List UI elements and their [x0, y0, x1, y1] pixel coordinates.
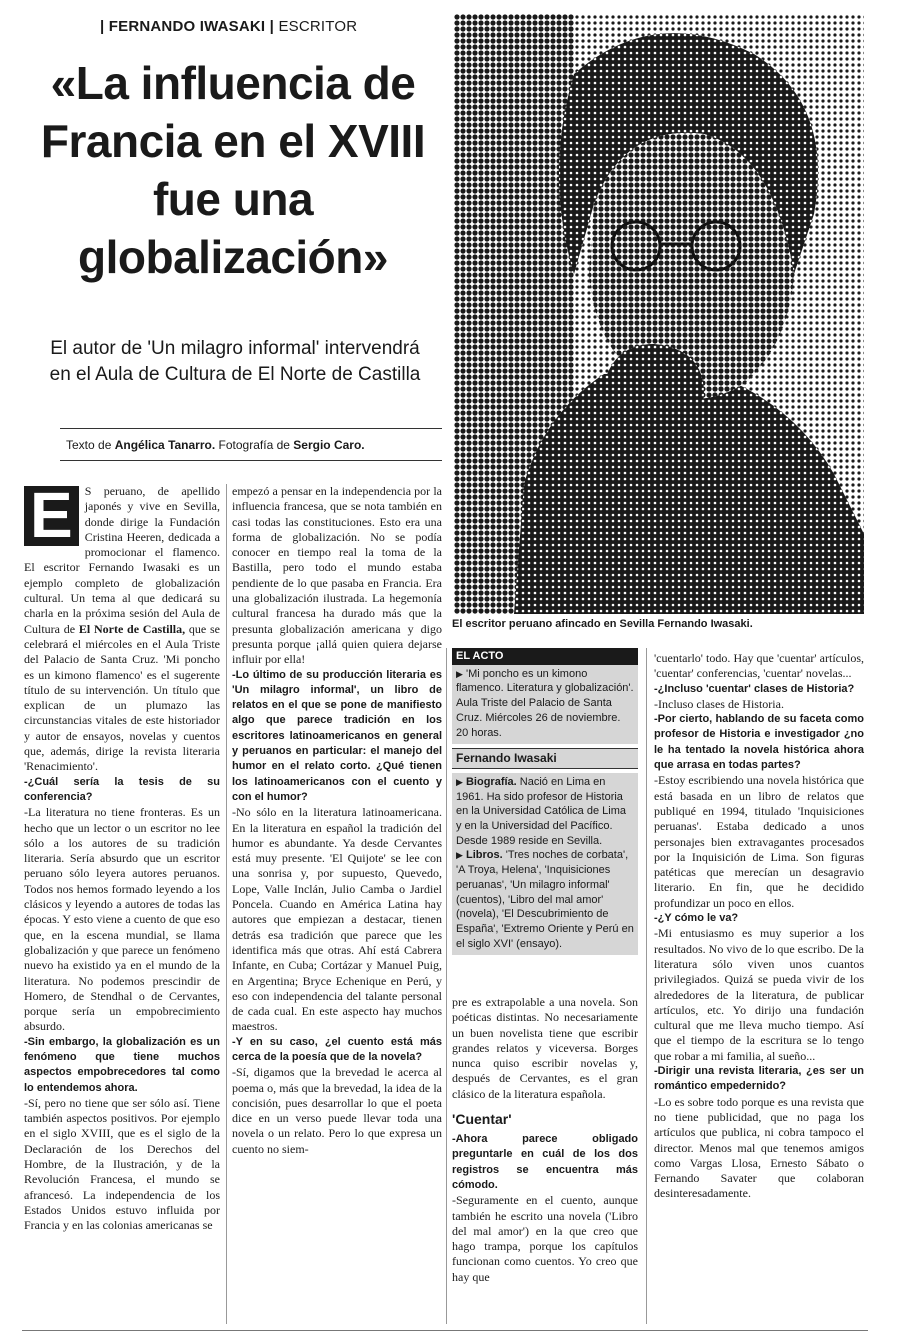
- answer: empezó a pensar en la independencia por la influencia francesa, que se nota también en casi todas las constituciones. Esto era una forma de globalización. No se podía conocer en tiempo real la toma de la Bastilla, pero todo el mundo estaba pendiente de lo que pasaba en Francia. Era una globalización ilustrada. La hegemonía cultural francesa ha durado más que la presunta globalización americana y digo presunta porque ¡allá quien quiera dejarse influir por ella!: [232, 484, 442, 667]
- answer: -Lo es sobre todo porque es una revista que no tiene publicidad, que no paga los artículos que publica, ni cobra tampoco el director. Menos mal que tenemos amigos como Vargas Llosa, Ernesto Sábato o Fernando Savater que colaboran desinteresadamente.: [654, 1094, 864, 1201]
- divider: [60, 428, 442, 429]
- question: -Ahora parece obligado preguntarle en cuál de los dos registros se encuentra más cómodo.: [452, 1133, 638, 1191]
- question: -¿Y cómo le va?: [654, 912, 739, 925]
- sidebar-subtitle: Fernando Iwasaki: [452, 748, 638, 769]
- credits: Texto de Angélica Tanarro. Fotografía de Sergio Caro.: [66, 438, 365, 452]
- triangle-bullet-icon: ▶: [456, 850, 463, 861]
- drop-cap: E: [24, 486, 79, 546]
- answer: pre es extrapolable a una novela. Son poéticas distintas. No necesariamente un buen novelista tiene que escribir grandes relatos y viceversa. Borges nunca quiso escribir novelas y, después de Cervantes, es el gran clásico de la literatura española.: [452, 995, 638, 1101]
- event-details: ▶ 'Mi poncho es un kimono flamenco. Literatura y globalización'. Aula Triste del Palacio de Santa Cruz. Miércoles 26 de noviembre. 20 horas.: [452, 665, 638, 745]
- author-name: FERNANDO IWASAKI: [108, 18, 266, 35]
- books: ▶ Libros. 'Tres noches de corbata', 'A Troya, Helena', 'Inquisiciones peruanas', 'Un milagro informal' (cuentos), 'Libro del mal amor' (novela), 'El Descubrimiento de España', 'Extremo Oriente y Perú en el siglo XVI' (ensayo).: [456, 849, 634, 950]
- question: -¿Cuál sería la tesis de su conferencia?: [24, 775, 220, 803]
- divider: [60, 460, 442, 461]
- article-column-3: [452, 995, 638, 1285]
- biography: ▶ Biografía. Nació en Lima en 1961. Ha sido profesor de Historia en la Universidad Católica de Lima y en la Universidad del Pacífico. Desde 1989 reside en Sevilla.: [456, 775, 626, 847]
- column-divider: [446, 648, 447, 1324]
- question: -Lo último de su producción literaria es 'Un milagro informal', un libro de relatos en el que se pone de manifiesto algo que parece tradición en los escritores latinoamericanos en general y peruanos en particular: el manejo del humor en el relato corto. ¿Qué tienen los latinoamericanos con el cuento y con el humor?: [232, 668, 442, 803]
- intro-paragraph: E S peruano, de apellido japonés y vive en Sevilla, donde dirige la Fundación Cristina Heeren, dedicada a promocionar el flamenco. El escritor Fernando Iwasaki es un ejemplo completo de globalización cultural. Un tema al que dedicará su charla en la próxima sesión del Aula de Cultura de El Norte de Castilla, que se celebrará el miércoles en el Aula Triste del Palacio de Santa Cruz. 'Mi poncho es un kimono flamenco' es el sugerente título de su intervención. Un título que explican de un plumazo las circunstancias vitales de este historiador y autor de ensayos, novelas y cuentos que, además, dirige la revista literaria 'Renacimiento'.: [24, 479, 220, 774]
- subheadline: El autor de 'Un milagro informal' intervendrá en el Aula de Cultura de El Norte de Castilla: [49, 338, 421, 385]
- photographer-name: Sergio Caro.: [293, 438, 365, 452]
- question: -Dirigir una revista literaria, ¿es ser un romántico empedernido?: [654, 1065, 864, 1093]
- event-sidebar: [452, 648, 638, 955]
- article-column-4: [654, 651, 864, 1202]
- answer: -Seguramente en el cuento, aunque también he escrito una novela ('Libro del mal amor') en la que creo que hago trampa, porque los capítulos funcionan como cuentos. Yo creo que hay que: [452, 1193, 638, 1284]
- answer: 'cuentarlo' todo. Hay que 'cuentar' artículos, 'cuentar' conferencias, 'cuentar' novelas...: [654, 651, 864, 681]
- answer: -Mi entusiasmo es muy superior a los resultados. No vivo de lo que escribo. De la literatura sólo viven unos cuantos privilegiados. Quizá se pueda vivir de los alrededores de la literatura, de publicar artículos, etc. Yo dirijo una fundación cultural que me lleva mucho tiempo. Así que el tiempo de la escritura se lo tengo que robar a mi familia, al sueño...: [654, 926, 864, 1063]
- author-photo: [454, 14, 864, 614]
- question: -Y en su caso, ¿el cuento está más cerca de la poesía que de la novela?: [232, 1035, 442, 1063]
- column-divider: [646, 648, 647, 1324]
- answer: -No sólo en la literatura latinoamericana. En la literatura en español la tradición del humor es abundante. Ya desde Cervantes está muy presente. 'El Quijote' se lee con una sonrisa y, por supuesto, Quevedo, Lope, Valle Inclán, Julio Camba o Jardiel Poncela. Cuando en América Latina hay autores que empiezan a destacar, tienen detrás esa tradición que parece que les identifica más que otras. Ahí está Cabrera Infante, en Cuba; Cortázar y Manuel Puig, en Argentina; Bryce Echenique en Perú, y eso con independencia del talante personal de cada cual. En este aspecto hay muchos maestros.: [232, 805, 442, 1034]
- question: -¿Incluso 'cuentar' clases de Historia?: [654, 682, 855, 695]
- article-column-2: [232, 484, 442, 1157]
- question: -Sin embargo, la globalización es un fenómeno que tiene muchos aspectos empobrecedores tal como lo entendemos ahora.: [24, 1035, 220, 1094]
- answer: -Incluso clases de Historia.: [654, 696, 784, 711]
- answer: -Sí, pero no tiene que ser sólo así. Tiene también aspectos positivos. Por ejemplo en el siglo XVIII, que es el siglo de la Declaración de los Derechos del Hombre, de la Ilustración, y de la Revolución Francesa, el mundo se afrancesó. La independencia de los Estados Unidos estuvo influida por Francia y en las colonias americanas se: [24, 1095, 220, 1233]
- page-bottom-rule: [22, 1330, 868, 1331]
- answer: -La literatura no tiene fronteras. Es un hecho que un lector o un escritor no lee sólo a los autores de su tradición literaria. Sería absurdo que un escritor peruano sólo leyera autores peruanos. Todos nos hemos formado leyendo a los clásicos y leyendo a autores de todas las épocas. Y esto viene a cuento de que eso que, en la escena mundial, se llama globalización y que parece un fenómeno nuevo ha existido ya en el mundo de la literatura. No podemos prescindir de Homero, de Stendhal o de Cervantes, porque sería un empobrecimiento absurdo.: [24, 805, 220, 1034]
- triangle-bullet-icon: ▶: [456, 776, 463, 787]
- newspaper-name: El Norte de Castilla,: [78, 621, 186, 636]
- answer: -Estoy escribiendo una novela histórica que está basada en un libro de relatos que publiqué en 1994, titulado 'Inquisiciones peruanas'. Estaba dedicado a unos personajes bien extravagantes procesados por la Inquisición de Lima. Son figuras patéticas que merecían un desagravio literario. En fin, que he decidido profundizar un poco en ellos.: [654, 773, 864, 910]
- article-column-1: [24, 479, 220, 1234]
- answer: -Sí, digamos que la brevedad le acerca al poema o, más que la brevedad, la idea de la concisión, pues desarrollar lo que el poeta dice en un verso puede llevar toda una novela o un relato. Pero lo que expresa un cuento no siem-: [232, 1065, 442, 1156]
- bio-block: [452, 773, 638, 955]
- byline-header: | FERNANDO IWASAKI | ESCRITOR: [100, 18, 358, 35]
- sidebar-title: EL ACTO: [452, 648, 638, 665]
- column-divider: [226, 484, 227, 1324]
- photo-caption: El escritor peruano afincado en Sevilla Fernando Iwasaki.: [452, 618, 753, 630]
- question: -Por cierto, hablando de su faceta como profesor de Historia e investigador ¿no le ha tentado la novela histórica ahora que arrasa en todas partes?: [654, 713, 864, 772]
- author-role: ESCRITOR: [278, 18, 358, 35]
- headline: «La influencia de Francia en el XVIII fue una globalización»: [40, 57, 426, 283]
- section-title: 'Cuentar': [452, 1111, 512, 1128]
- triangle-bullet-icon: ▶: [456, 668, 463, 679]
- writer-name: Angélica Tanarro.: [114, 438, 216, 452]
